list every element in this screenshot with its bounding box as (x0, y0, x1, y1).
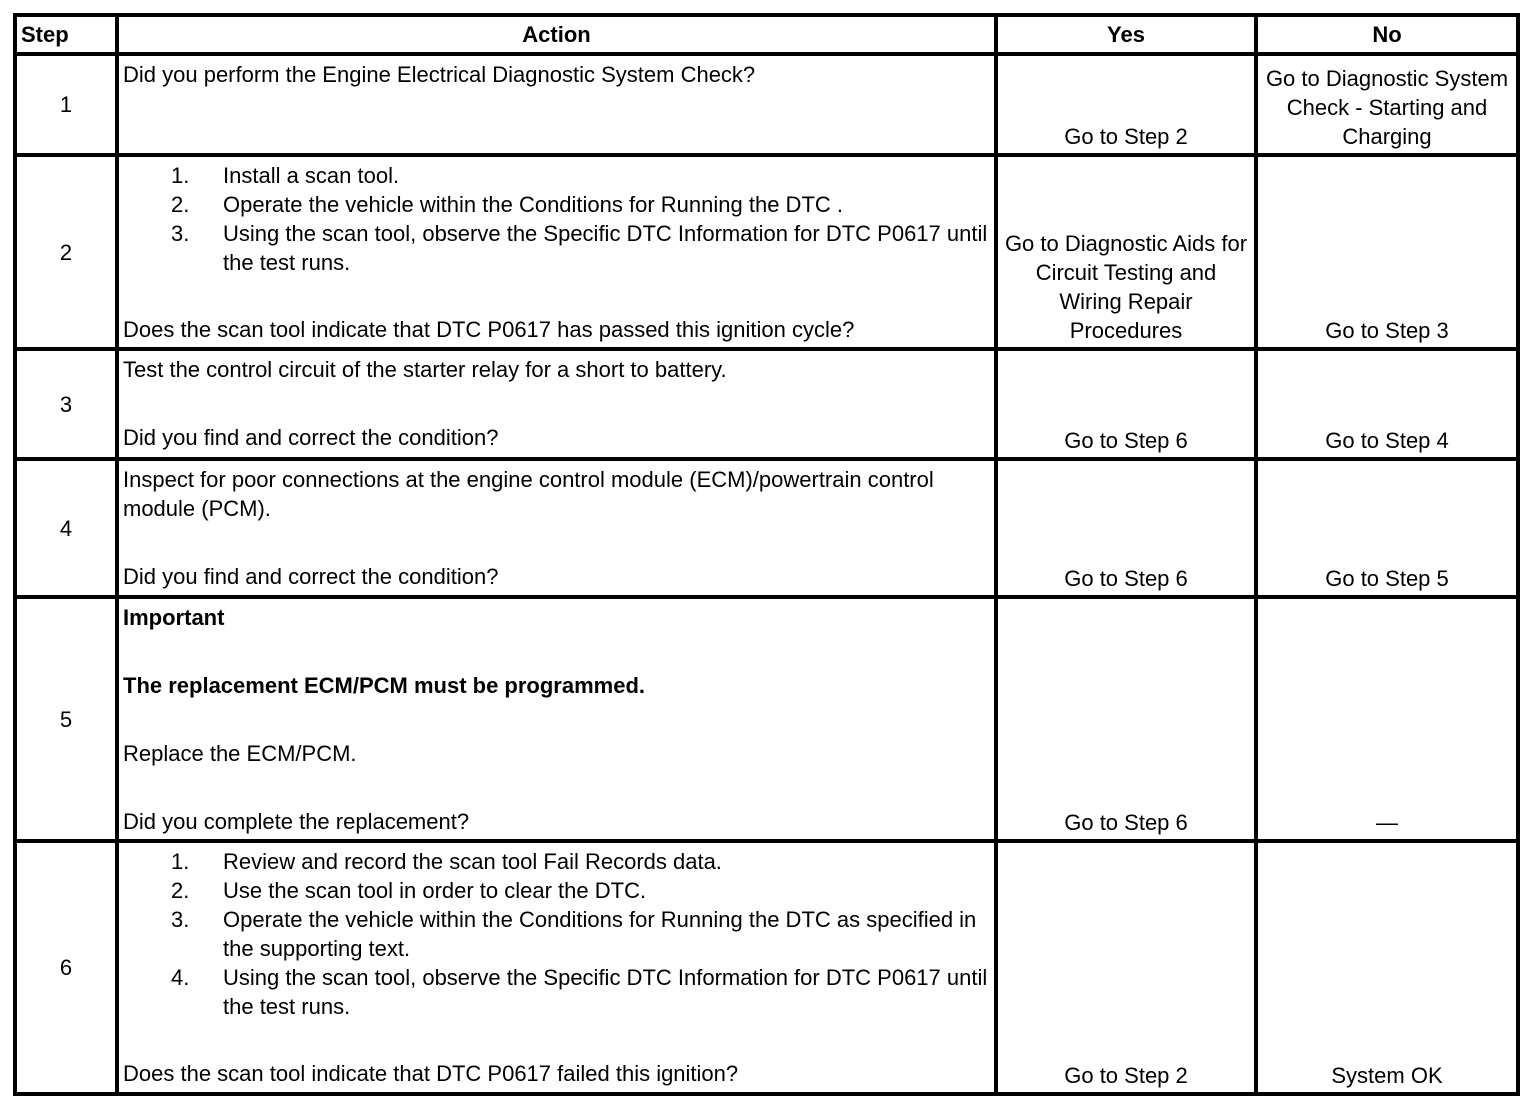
action-text: Replace the ECM/PCM. (123, 741, 357, 766)
diagnostic-table (13, 13, 1520, 1096)
table-row (15, 459, 1518, 597)
step-number: 5 (15, 597, 117, 841)
table-row (15, 349, 1518, 459)
header-yes: Yes (996, 15, 1256, 54)
list-item-number: 4. (171, 965, 190, 990)
action-text: Did you perform the Engine Electrical Diagnostic System Check? (123, 62, 756, 87)
list-item (123, 190, 990, 219)
list-item-text: Install a scan tool. (223, 163, 400, 188)
list-item-text: Using the scan tool, observe the Specific DTC Information for DTC P0617 until the test runs. (223, 965, 988, 1019)
procedure-list (123, 161, 990, 277)
table-row (15, 54, 1518, 155)
procedure-list (123, 847, 990, 1021)
table-row (15, 597, 1518, 841)
yes-result: Go to Step 6 (996, 459, 1256, 597)
step-number: 4 (15, 459, 117, 597)
action-text: Test the control circuit of the starter relay for a short to battery. (123, 357, 727, 382)
no-result: Go to Step 3 (1256, 155, 1518, 349)
list-item-text: Use the scan tool in order to clear the DTC. (223, 878, 647, 903)
table-row (15, 155, 1518, 349)
list-item-text: Review and record the scan tool Fail Records data. (223, 849, 722, 874)
important-label: Important (123, 605, 225, 630)
question-text: Did you find and correct the condition? (123, 425, 499, 450)
step-number: 3 (15, 349, 117, 459)
header-no: No (1256, 15, 1518, 54)
list-item (123, 219, 990, 277)
list-item-text: Using the scan tool, observe the Specific DTC Information for DTC P0617 until the test runs. (223, 221, 988, 275)
no-result: System OK (1256, 841, 1518, 1094)
no-result: Go to Diagnostic System Check - Starting and Charging (1256, 54, 1518, 155)
list-item (123, 161, 990, 190)
list-item-number: 3. (171, 221, 190, 246)
list-item (123, 905, 990, 963)
important-text: The replacement ECM/PCM must be programmed. (123, 673, 645, 698)
list-item (123, 876, 990, 905)
step-number: 2 (15, 155, 117, 349)
action-cell (117, 597, 996, 841)
question-text: Does the scan tool indicate that DTC P0617 failed this ignition? (123, 1061, 739, 1086)
yes-result: Go to Step 6 (996, 597, 1256, 841)
action-cell (117, 841, 996, 1094)
list-item-text: Operate the vehicle within the Conditions for Running the DTC . (223, 192, 843, 217)
table-row (15, 841, 1518, 1094)
list-item-text: Operate the vehicle within the Conditions for Running the DTC as specified in the supporting text. (223, 907, 977, 961)
action-text: Inspect for poor connections at the engine control module (ECM)/powertrain control module (PCM). (123, 467, 934, 521)
yes-result: Go to Diagnostic Aids for Circuit Testing and Wiring Repair Procedures (996, 155, 1256, 349)
list-item (123, 847, 990, 876)
list-item-number: 2. (171, 192, 190, 217)
list-item-number: 1. (171, 163, 190, 188)
action-cell (117, 459, 996, 597)
header-action: Action (117, 15, 996, 54)
step-number: 6 (15, 841, 117, 1094)
step-number: 1 (15, 54, 117, 155)
question-text: Does the scan tool indicate that DTC P0617 has passed this ignition cycle? (123, 317, 855, 342)
list-item (123, 963, 990, 1021)
list-item-number: 2. (171, 878, 190, 903)
action-cell (117, 54, 996, 155)
action-cell (117, 155, 996, 349)
list-item-number: 1. (171, 849, 190, 874)
yes-result: Go to Step 2 (996, 54, 1256, 155)
header-step: Step (15, 15, 117, 54)
no-result: — (1256, 597, 1518, 841)
no-result: Go to Step 4 (1256, 349, 1518, 459)
question-text: Did you complete the replacement? (123, 809, 470, 834)
yes-result: Go to Step 6 (996, 349, 1256, 459)
action-cell (117, 349, 996, 459)
header-row (15, 15, 1518, 54)
yes-result: Go to Step 2 (996, 841, 1256, 1094)
no-result: Go to Step 5 (1256, 459, 1518, 597)
question-text: Did you find and correct the condition? (123, 564, 499, 589)
list-item-number: 3. (171, 907, 190, 932)
